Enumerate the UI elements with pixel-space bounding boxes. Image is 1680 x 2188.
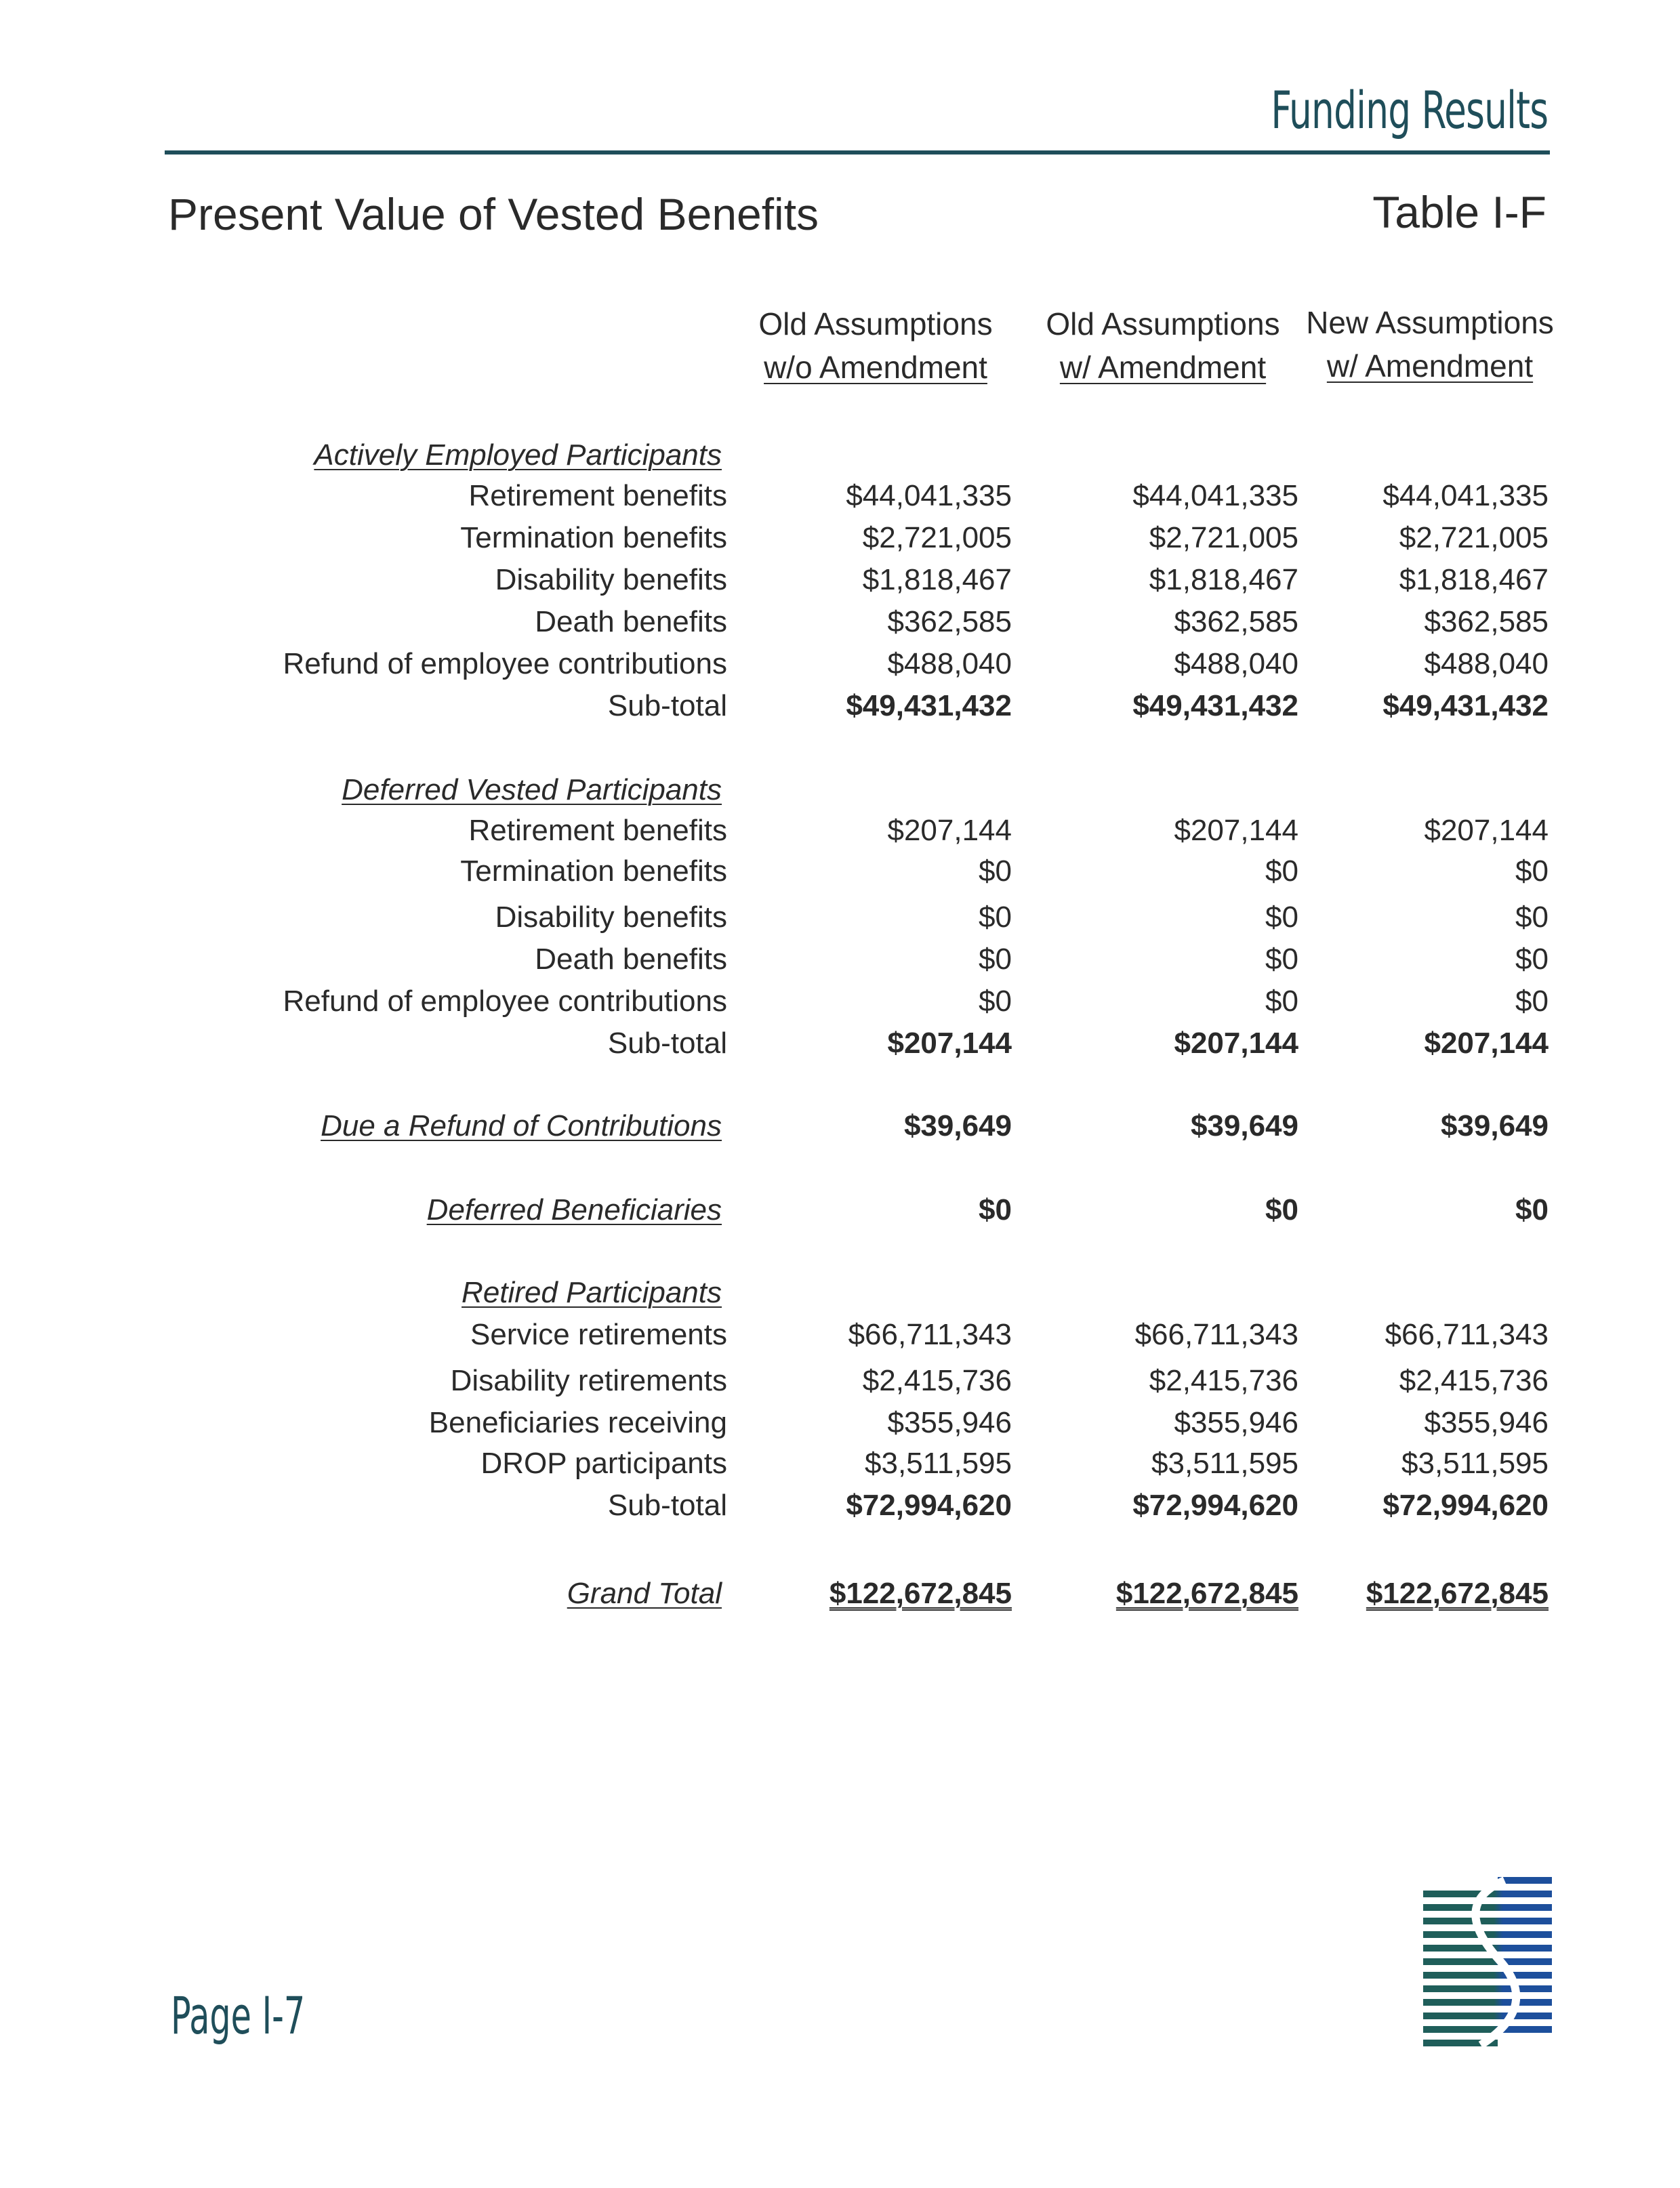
subtotal-value: $207,144 <box>887 1027 1012 1060</box>
row-label: Sub-total <box>607 1027 727 1060</box>
table-row <box>0 1403 1680 1443</box>
subtotal-row <box>0 1023 1680 1064</box>
page-number: Page I-7 <box>171 1985 306 2046</box>
table-row <box>0 1361 1680 1401</box>
cell-value: $355,946 <box>1174 1406 1298 1439</box>
cell-value: $0 <box>1515 985 1549 1018</box>
subtotal-value: $49,431,432 <box>1132 689 1298 722</box>
summary-row <box>0 1106 1680 1147</box>
cell-value: $362,585 <box>887 605 1012 638</box>
striped-s-logo-icon <box>1423 1877 1552 2046</box>
column-header-3-line2: w/ Amendment <box>1326 348 1534 384</box>
cell-value: $0 <box>1265 943 1298 976</box>
subtotal-value: $72,994,620 <box>846 1489 1012 1522</box>
cell-value: $39,649 <box>1190 1109 1298 1142</box>
cell-value: $39,649 <box>903 1109 1012 1142</box>
cell-value: $0 <box>979 1193 1012 1226</box>
table-row <box>0 476 1680 516</box>
cell-value: $1,818,467 <box>1399 563 1549 596</box>
row-label: Retirement benefits <box>468 479 727 512</box>
cell-value: $66,711,343 <box>1134 1318 1298 1351</box>
cell-value: $0 <box>1515 1193 1549 1226</box>
table-row <box>0 644 1680 684</box>
subtotal-value: $72,994,620 <box>1132 1489 1298 1522</box>
cell-value: $362,585 <box>1424 605 1549 638</box>
cell-value: $2,721,005 <box>862 521 1012 554</box>
row-label: Disability benefits <box>495 901 727 934</box>
table-row <box>0 560 1680 600</box>
cell-value: $0 <box>979 985 1012 1018</box>
cell-value: $0 <box>979 854 1012 888</box>
cell-value: $0 <box>979 943 1012 976</box>
subtotal-row <box>0 1485 1680 1526</box>
row-label: Refund of employee contributions <box>283 647 727 680</box>
row-label: Disability benefits <box>495 563 727 596</box>
cell-value: $207,144 <box>1424 814 1549 847</box>
table-row <box>0 981 1680 1022</box>
cell-value: $3,511,595 <box>1151 1447 1298 1480</box>
table-row <box>0 851 1680 892</box>
cell-value: $0 <box>1515 854 1549 888</box>
row-label: DROP participants <box>480 1447 727 1480</box>
cell-value: $0 <box>979 901 1012 934</box>
group-title-row <box>0 435 1680 476</box>
cell-value: $362,585 <box>1174 605 1298 638</box>
subtotal-value: $49,431,432 <box>846 689 1012 722</box>
row-label: Sub-total <box>607 689 727 722</box>
group-title-retired: Retired Participants <box>462 1276 722 1309</box>
cell-value: $0 <box>1515 943 1549 976</box>
cell-value: $2,415,736 <box>862 1364 1012 1397</box>
table-row <box>0 1315 1680 1355</box>
cell-value: $488,040 <box>1424 647 1549 680</box>
grand-total-value: $122,672,845 <box>1115 1577 1298 1610</box>
subtotal-value: $207,144 <box>1174 1027 1298 1060</box>
cell-value: $1,818,467 <box>1149 563 1298 596</box>
cell-value: $66,711,343 <box>1385 1318 1549 1351</box>
table-row <box>0 602 1680 642</box>
grand-total-value: $122,672,845 <box>1366 1577 1549 1610</box>
group-title-refund-due: Due a Refund of Contributions <box>321 1109 722 1142</box>
cell-value: $488,040 <box>1174 647 1298 680</box>
column-header-1-line1: Old Assumptions <box>758 306 993 342</box>
subtotal-value: $49,431,432 <box>1382 689 1549 722</box>
table-row <box>0 810 1680 851</box>
row-label: Retirement benefits <box>468 814 727 847</box>
cell-value: $0 <box>1265 985 1298 1018</box>
group-title-row <box>0 1273 1680 1313</box>
cell-value: $1,818,467 <box>862 563 1012 596</box>
grand-total-value: $122,672,845 <box>829 1577 1012 1610</box>
group-title-row <box>0 770 1680 810</box>
grand-total-label: Grand Total <box>567 1577 722 1610</box>
cell-value: $355,946 <box>887 1406 1012 1439</box>
cell-value: $207,144 <box>1174 814 1298 847</box>
subtotal-value: $72,994,620 <box>1382 1489 1549 1522</box>
table-id: Table I-F <box>1372 187 1546 237</box>
row-label: Service retirements <box>470 1318 727 1351</box>
group-title-active: Actively Employed Participants <box>314 438 722 472</box>
table-row <box>0 1443 1680 1484</box>
cell-value: $2,721,005 <box>1149 521 1298 554</box>
page-title: Present Value of Vested Benefits <box>168 189 819 239</box>
table-row <box>0 939 1680 980</box>
header-rule <box>165 150 1550 154</box>
row-label: Death benefits <box>535 605 727 638</box>
column-header-2 <box>1014 302 1312 389</box>
cell-value: $0 <box>1265 854 1298 888</box>
row-label: Disability retirements <box>450 1364 727 1397</box>
subtotal-row <box>0 686 1680 726</box>
cell-value: $44,041,335 <box>1132 479 1298 512</box>
cell-value: $2,415,736 <box>1399 1364 1549 1397</box>
row-label: Beneficiaries receiving <box>428 1406 727 1439</box>
cell-value: $0 <box>1265 901 1298 934</box>
row-label: Death benefits <box>535 943 727 976</box>
table-row <box>0 518 1680 558</box>
row-label: Termination benefits <box>460 854 727 888</box>
grand-total-row <box>0 1573 1680 1614</box>
cell-value: $3,511,595 <box>865 1447 1012 1480</box>
group-title-deferred-beneficiaries: Deferred Beneficiaries <box>426 1193 722 1226</box>
summary-row <box>0 1190 1680 1231</box>
column-header-1-line2: w/o Amendment <box>764 350 987 385</box>
cell-value: $66,711,343 <box>848 1318 1012 1351</box>
cell-value: $44,041,335 <box>846 479 1012 512</box>
cell-value: $355,946 <box>1424 1406 1549 1439</box>
column-header-2-line2: w/ Amendment <box>1059 350 1267 385</box>
cell-value: $44,041,335 <box>1382 479 1549 512</box>
table-row <box>0 897 1680 938</box>
cell-value: $2,721,005 <box>1399 521 1549 554</box>
cell-value: $2,415,736 <box>1149 1364 1298 1397</box>
cell-value: $3,511,595 <box>1401 1447 1549 1480</box>
column-header-2-line1: Old Assumptions <box>1046 306 1280 342</box>
section-header: Funding Results <box>1271 80 1548 140</box>
row-label: Termination benefits <box>460 521 727 554</box>
group-title-deferred-vested: Deferred Vested Participants <box>342 773 722 806</box>
cell-value: $0 <box>1515 901 1549 934</box>
cell-value: $207,144 <box>887 814 1012 847</box>
column-header-1 <box>726 302 1025 389</box>
row-label: Refund of employee contributions <box>283 985 727 1018</box>
cell-value: $39,649 <box>1440 1109 1549 1142</box>
row-label: Sub-total <box>607 1489 727 1522</box>
column-header-3-line1: New Assumptions <box>1306 305 1554 340</box>
subtotal-value: $207,144 <box>1424 1027 1549 1060</box>
cell-value: $0 <box>1265 1193 1298 1226</box>
column-header-3 <box>1281 301 1579 388</box>
cell-value: $488,040 <box>887 647 1012 680</box>
